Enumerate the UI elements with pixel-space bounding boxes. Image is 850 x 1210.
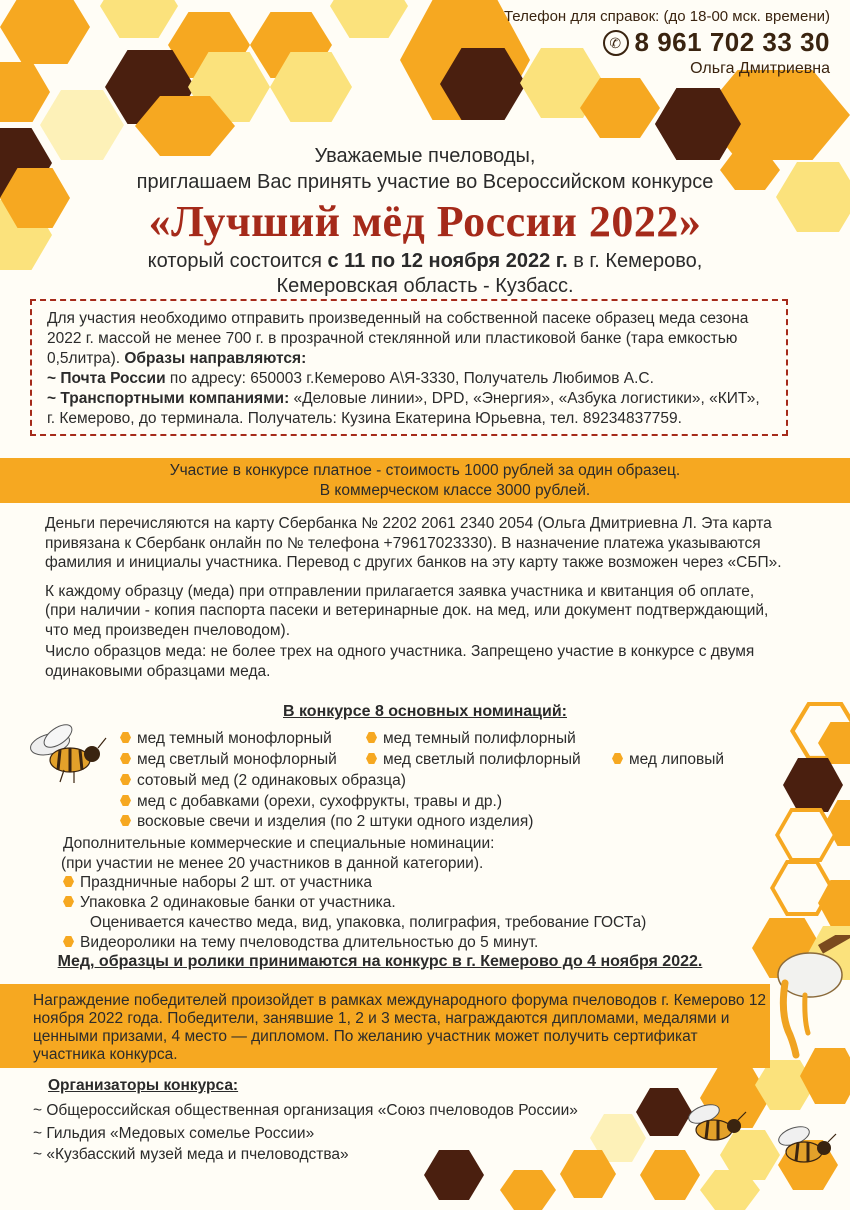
honey-dipper-illustration	[760, 935, 850, 1065]
nomination-item: мед светлый полифлорный	[366, 750, 581, 770]
nomination-item: сотовый мед (2 одинаковых образца)	[120, 771, 406, 791]
nomination-item: мед светлый монофлорный	[120, 750, 337, 770]
honeycomb-cell	[424, 1150, 484, 1200]
dates-pre: который состоится	[147, 250, 328, 272]
requirements-send-label: Образы направляются:	[124, 350, 307, 367]
nomination-item: мед темный монофлорный	[120, 729, 332, 749]
hexagon-bullet-icon	[612, 753, 623, 764]
bee-illustration	[772, 1120, 842, 1172]
extra-item: Видеоролики на тему пчеловодства длительностью до 5 минут.	[63, 933, 646, 953]
page-title: «Лучший мёд России 2022»	[148, 197, 702, 246]
honeycomb-cell	[0, 62, 50, 122]
hexagon-bullet-icon	[120, 815, 131, 826]
organizer-item: ~ Общероссийская общественная организация «Союз пчеловодов России»	[33, 1102, 578, 1119]
contact-name: Ольга Дмитриевна	[690, 60, 830, 77]
requirements-text: Для участия необходимо отправить произведенный на собственной пасеке образец меда сезона 2022 г. массой не менее 700 г. в прозрачной стеклянной или пластиковой банке (тара емкостью 0,5литра).	[47, 310, 749, 367]
post-address: по адресу: 650003 г.Кемерово А\Я-3330, Получатель Любимов А.С.	[165, 370, 654, 387]
intro-text	[0, 143, 850, 195]
hexagon-bullet-icon	[120, 774, 131, 785]
application-paragraph: К каждому образцу (меда) при отправлении прилагается заявка участника и квитанция об оплате, (при наличии - копия паспорта пасеки и ветеринарные док. на мед, или документ подтверждающий, что мед произведен пчеловодом).	[45, 582, 769, 639]
event-dates	[0, 249, 850, 299]
honeycomb-cell	[100, 0, 178, 38]
honeycomb-cell	[0, 0, 90, 64]
honeycomb-cell	[640, 1150, 700, 1200]
bee-illustration	[682, 1098, 752, 1150]
bee-illustration	[28, 718, 110, 786]
hexagon-bullet-icon	[63, 876, 74, 887]
nomination-item: мед темный полифлорный	[366, 729, 576, 749]
nomination-item: мед липовый	[612, 750, 724, 770]
honeycomb-cell	[500, 1170, 556, 1210]
hexagon-bullet-icon	[366, 732, 377, 743]
contact-phone[interactable]	[504, 27, 830, 58]
hexagon-bullet-icon	[63, 936, 74, 947]
honeycomb-cell	[330, 0, 408, 38]
limit-paragraph: Число образцов меда: не более трех на одного участника. Запрещено участие в конкурсе с двумя одинаковыми образцами меда.	[45, 643, 755, 680]
fee-band	[0, 458, 850, 503]
contact-block	[504, 8, 830, 78]
fee-line-2: В коммерческом классе 3000 рублей.	[319, 482, 591, 499]
transport-label: ~ Транспортными компаниями:	[47, 390, 290, 407]
extra-item: Упаковка 2 одинаковые банки от участника.	[63, 893, 646, 913]
hexagon-bullet-icon	[63, 896, 74, 907]
extra-nominations	[63, 834, 646, 953]
dates-region: Кемеровская область - Кузбасс.	[276, 275, 574, 297]
hexagon-bullet-icon	[120, 732, 131, 743]
hexagon-bullet-icon	[120, 795, 131, 806]
dates-post: в г. Кемерово,	[567, 250, 703, 272]
requirements-box	[30, 299, 788, 436]
payment-paragraph: Деньги перечисляются на карту Сбербанка № 2202 2061 2340 2054 (Ольга Дмитриевна Л. Эта карта привязана к Сбербанк онлайн по № телефона +79617023330). В назначение платежа указываются фамилия и инициалы участника. Перевод с других банков на эту карту также возможен через «СБП».	[45, 515, 782, 571]
hexagon-bullet-icon	[120, 753, 131, 764]
organizers-title: Организаторы конкурса:	[48, 1077, 239, 1094]
nomination-item: мед с добавками (орехи, сухофрукты, травы и др.)	[120, 792, 502, 812]
extra-item: Праздничные наборы 2 шт. от участника	[63, 873, 646, 893]
organizer-item: ~ «Кузбасский музей меда и пчеловодства»	[33, 1146, 349, 1163]
hexagon-bullet-icon	[366, 753, 377, 764]
nomination-item: восковые свечи и изделия (по 2 штуки одного изделия)	[120, 812, 533, 832]
honeycomb-cell	[783, 758, 843, 812]
nominations-title: В конкурсе 8 основных номинаций:	[283, 703, 567, 720]
contact-label: Телефон для справок: (до 18-00 мск. времени)	[503, 8, 830, 25]
intro-line-2: приглашаем Вас принять участие во Всероссийском конкурсе	[136, 171, 714, 193]
deadline-notice: Мед, образцы и ролики принимаются на конкурс в г. Кемерово до 4 ноября 2022.	[57, 953, 703, 970]
organizer-item: ~ Гильдия «Медовых сомелье России»	[33, 1125, 315, 1142]
award-band: Награждение победителей произойдет в рамках международного форума пчеловодов г. Кемерово 12 ноября 2022 года. Победители, занявшие 1, 2 и 3 места, награждаются дипломами, медалями и ценными призами, 4 место — дипломом. По желанию участник может получить сертификат участника конкурса.	[0, 984, 770, 1068]
intro-line-1: Уважаемые пчеловоды,	[314, 145, 536, 167]
payment-info	[45, 514, 785, 690]
fee-line-1: Участие в конкурсе платное - стоимость 1000 рублей за один образец.	[169, 462, 681, 479]
transport-text: «Деловые линии», DPD, «Энергия», «Азбука логистики», «КИТ», г. Кемерово, до терминала. Получатель: Кузина Екатерина Юрьевна, тел. 89234837759.	[47, 390, 760, 427]
extra-note: Оценивается качество меда, вид, упаковка, полиграфия, требование ГОСТа)	[77, 914, 647, 931]
phone-number: 8 961 702 33 30	[634, 27, 830, 57]
post-label: ~ Почта России	[47, 370, 166, 387]
dates-bold: с 11 по 12 ноября 2022 г.	[327, 250, 568, 272]
honeycomb-outline	[775, 808, 837, 862]
phone-icon: ✆	[603, 30, 629, 56]
extra-heading: Дополнительные коммерческие и специальные номинации:	[63, 835, 495, 852]
extra-condition: (при участии не менее 20 участников в данной категории).	[61, 854, 484, 872]
